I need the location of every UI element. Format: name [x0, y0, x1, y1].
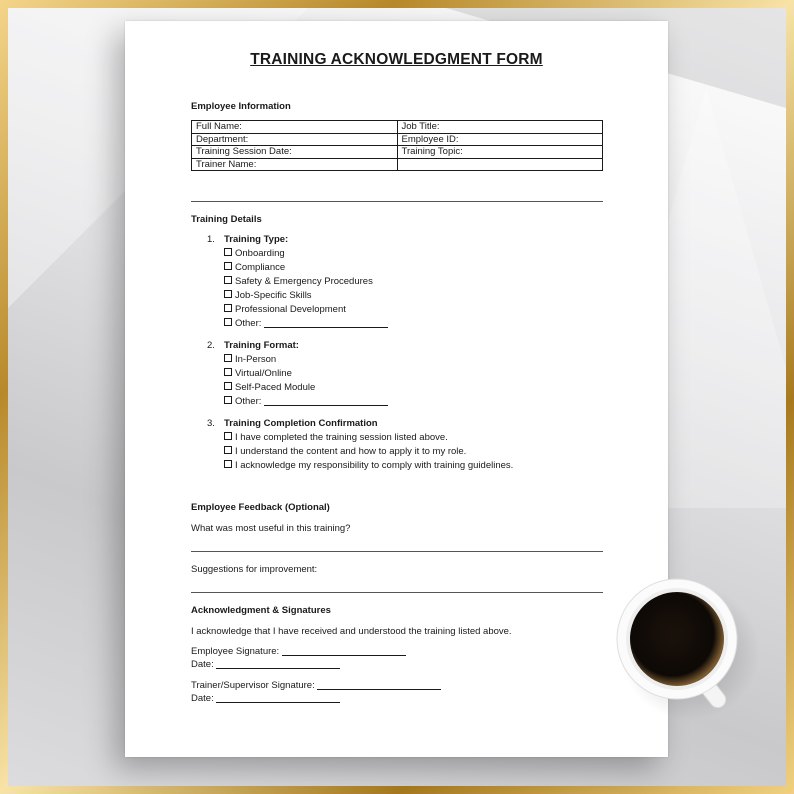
employee-id-field[interactable]: Employee ID:: [397, 133, 603, 146]
checkbox-option[interactable]: [224, 318, 388, 329]
table-row: [192, 146, 603, 159]
checkbox-icon[interactable]: [224, 396, 232, 404]
section-number: 2.: [207, 340, 215, 351]
trainer-date-line[interactable]: [216, 693, 340, 703]
checkbox-option[interactable]: [224, 446, 466, 457]
other-blank-line[interactable]: [264, 318, 388, 328]
training-format-label: Training Format:: [224, 340, 299, 351]
checkbox-option[interactable]: [224, 396, 388, 407]
employee-date-row: [191, 659, 340, 670]
option-label: Other:: [235, 396, 262, 407]
signatures-heading: Acknowledgment & Signatures: [191, 605, 331, 616]
form-page: [125, 21, 668, 757]
checkbox-icon[interactable]: [224, 262, 232, 270]
form-title: TRAINING ACKNOWLEDGMENT FORM: [250, 51, 543, 68]
answer-line-improvement[interactable]: [191, 592, 603, 593]
checkbox-option[interactable]: [224, 460, 513, 471]
training-topic-field[interactable]: Training Topic:: [397, 146, 603, 159]
option-label: I have completed the training session listed above.: [235, 432, 448, 443]
option-label: Job-Specific Skills: [235, 290, 312, 301]
trainer-signature-row: [191, 680, 441, 691]
other-blank-line[interactable]: [264, 396, 388, 406]
employee-signature-line[interactable]: [282, 646, 406, 656]
feedback-heading: Employee Feedback (Optional): [191, 502, 330, 513]
employee-signature-label: Employee Signature:: [191, 646, 280, 657]
employee-signature-row: [191, 646, 406, 657]
section-number: 1.: [207, 234, 215, 245]
coffee-surface: [630, 592, 724, 686]
table-row: [192, 158, 603, 171]
section-number: 3.: [207, 418, 215, 429]
option-label: In-Person: [235, 354, 277, 365]
trainer-date-row: [191, 693, 340, 704]
empty-field: [397, 158, 603, 171]
checkbox-icon[interactable]: [224, 382, 232, 390]
checkbox-option[interactable]: [224, 432, 448, 443]
checkbox-icon[interactable]: [224, 290, 232, 298]
table-row: [192, 133, 603, 146]
table-row: [192, 121, 603, 134]
checkbox-icon[interactable]: [224, 460, 232, 468]
feedback-question-useful: What was most useful in this training?: [191, 523, 351, 534]
option-label: Safety & Emergency Procedures: [235, 276, 373, 287]
option-label: Other:: [235, 318, 262, 329]
answer-line-useful[interactable]: [191, 551, 603, 552]
checkbox-icon[interactable]: [224, 432, 232, 440]
checkbox-option[interactable]: [224, 368, 292, 379]
trainer-name-field[interactable]: Trainer Name:: [192, 158, 398, 171]
option-label: I understand the content and how to apply it to my role.: [235, 446, 467, 457]
option-label: Compliance: [235, 262, 286, 273]
checkbox-icon[interactable]: [224, 368, 232, 376]
checkbox-icon[interactable]: [224, 446, 232, 454]
checkbox-option[interactable]: [224, 248, 285, 259]
completion-confirmation-label: Training Completion Confirmation: [224, 418, 378, 429]
checkbox-option[interactable]: [224, 262, 285, 273]
checkbox-icon[interactable]: [224, 354, 232, 362]
full-name-field[interactable]: Full Name:: [192, 121, 398, 134]
checkbox-option[interactable]: [224, 354, 276, 365]
checkbox-icon[interactable]: [224, 248, 232, 256]
trainer-signature-line[interactable]: [317, 680, 441, 690]
employee-info-table: [191, 120, 603, 171]
acknowledgment-statement: I acknowledge that I have received and understood the training listed above.: [191, 626, 512, 637]
date-label: Date:: [191, 693, 214, 704]
coffee-cup-image: [610, 572, 760, 722]
option-label: Professional Development: [235, 304, 346, 315]
trainer-signature-label: Trainer/Supervisor Signature:: [191, 680, 315, 691]
option-label: Onboarding: [235, 248, 285, 259]
department-field[interactable]: Department:: [192, 133, 398, 146]
checkbox-option[interactable]: [224, 382, 315, 393]
option-label: Self-Paced Module: [235, 382, 316, 393]
training-type-label: Training Type:: [224, 234, 289, 245]
checkbox-icon[interactable]: [224, 318, 232, 326]
job-title-field[interactable]: Job Title:: [397, 121, 603, 134]
checkbox-icon[interactable]: [224, 276, 232, 284]
employee-info-heading: Employee Information: [191, 101, 291, 112]
checkbox-icon[interactable]: [224, 304, 232, 312]
checkbox-option[interactable]: [224, 276, 373, 287]
checkbox-option[interactable]: [224, 290, 312, 301]
option-label: Virtual/Online: [235, 368, 292, 379]
session-date-field[interactable]: Training Session Date:: [192, 146, 398, 159]
feedback-question-improvement: Suggestions for improvement:: [191, 564, 318, 575]
training-details-heading: Training Details: [191, 214, 262, 225]
employee-date-line[interactable]: [216, 659, 340, 669]
date-label: Date:: [191, 659, 214, 670]
section-divider: [191, 201, 603, 202]
checkbox-option[interactable]: [224, 304, 346, 315]
option-label: I acknowledge my responsibility to comply with training guidelines.: [235, 460, 514, 471]
